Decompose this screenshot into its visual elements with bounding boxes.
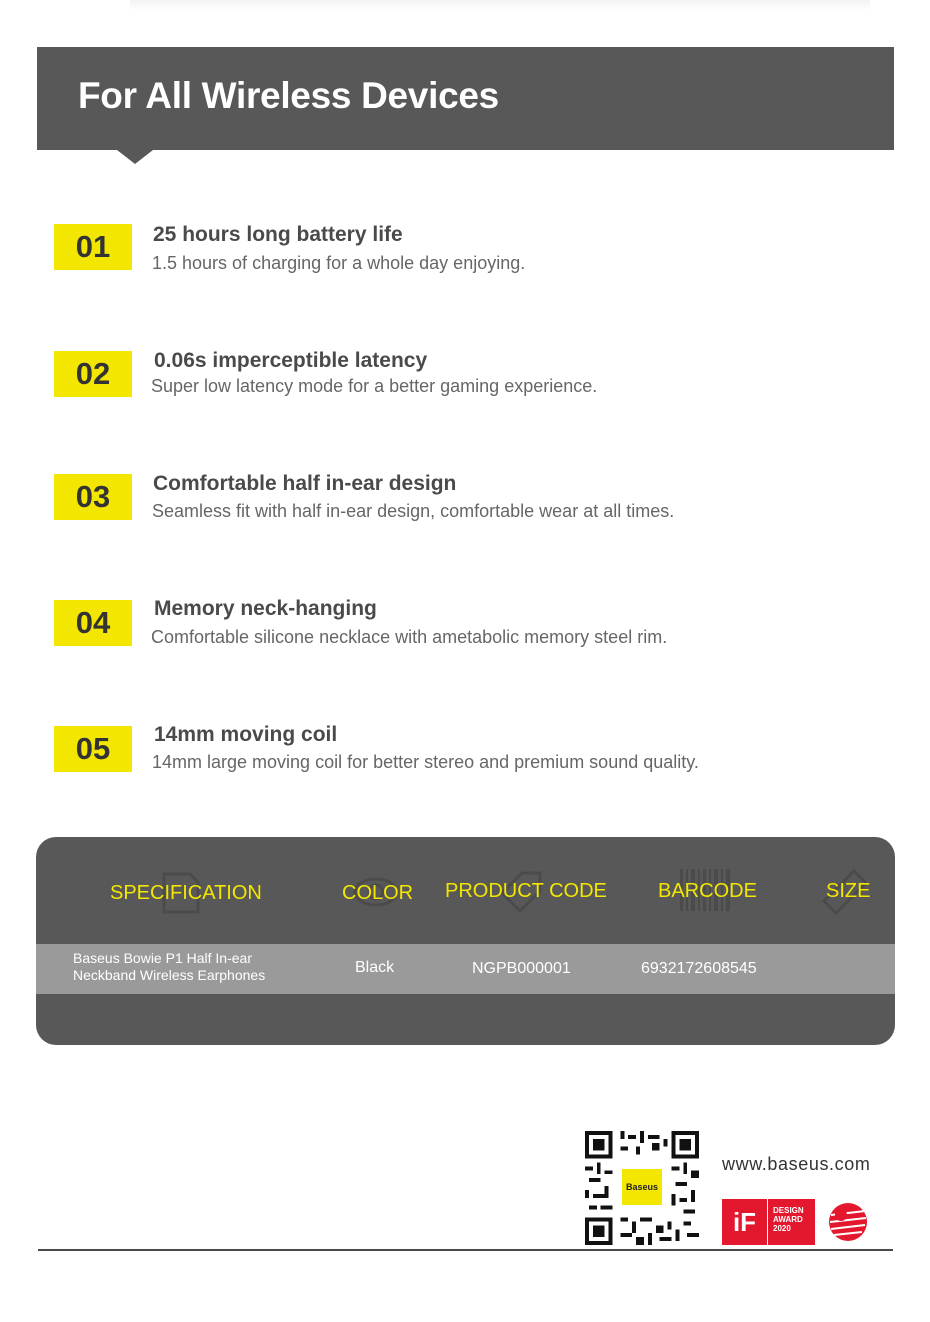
website-link[interactable]: www.baseus.com [722, 1154, 871, 1174]
header-banner [37, 47, 894, 150]
header-notch [117, 150, 153, 164]
if-design-award-logo [722, 1199, 815, 1245]
cell-barcode: 6932172608545 [641, 960, 757, 977]
cell-specification-line: Baseus Bowie P1 Half In-ear [73, 950, 252, 966]
red-dot-award-icon [827, 1201, 869, 1243]
column-header-barcode: BARCODE [658, 880, 757, 902]
feature-number: 01 [75, 229, 111, 264]
spec-table [36, 837, 895, 1045]
cell-specification-line: Neckband Wireless Earphones [73, 967, 266, 983]
footer-divider [38, 1249, 893, 1251]
feature-title: 14mm moving coil [154, 723, 338, 746]
feature-title: 0.06s imperceptible latency [154, 349, 428, 372]
column-header-product-code: PRODUCT CODE [445, 880, 607, 902]
feature-item [0, 723, 930, 796]
qr-brand-logo: Baseus [620, 1167, 664, 1207]
feature-number-badge [54, 224, 132, 270]
feature-item [0, 597, 930, 670]
top-fade [130, 0, 870, 10]
column-header-color: COLOR [342, 882, 414, 904]
if-award-label [768, 1199, 815, 1245]
feature-number: 05 [75, 731, 111, 766]
award-text-line: AWARD [773, 1215, 803, 1224]
cell-specification [73, 950, 265, 984]
award-text-line: 2020 [773, 1224, 791, 1233]
column-header-size: SIZE [826, 880, 871, 902]
award-text-line: DESIGN [773, 1206, 804, 1215]
feature-number-badge [54, 351, 132, 397]
feature-number: 02 [75, 356, 111, 391]
feature-description: 1.5 hours of charging for a whole day enjoying. [152, 253, 526, 273]
table-row [36, 944, 895, 994]
feature-number: 04 [75, 605, 111, 640]
feature-description: Comfortable silicone necklace with ametabolic memory steel rim. [151, 627, 668, 647]
feature-title: Comfortable half in-ear design [153, 472, 457, 495]
if-logo-mark: iF [722, 1199, 768, 1245]
feature-number-badge [54, 726, 132, 772]
feature-description: Super low latency mode for a better gaming experience. [151, 376, 598, 396]
feature-title: Memory neck-hanging [154, 597, 377, 620]
cell-color: Black [355, 959, 395, 976]
feature-number-badge [54, 474, 132, 520]
feature-description: 14mm large moving coil for better stereo and premium sound quality. [152, 752, 699, 772]
feature-number: 03 [75, 479, 111, 514]
column-header-specification: SPECIFICATION [110, 882, 262, 904]
cell-product-code: NGPB000001 [472, 960, 571, 977]
page-title: For All Wireless Devices [78, 75, 499, 116]
feature-item [0, 474, 930, 544]
feature-description: Seamless fit with half in-ear design, comfortable wear at all times. [152, 501, 675, 521]
feature-item [0, 224, 930, 294]
feature-number-badge [54, 600, 132, 646]
feature-title: 25 hours long battery life [153, 223, 403, 246]
feature-item [0, 351, 930, 421]
